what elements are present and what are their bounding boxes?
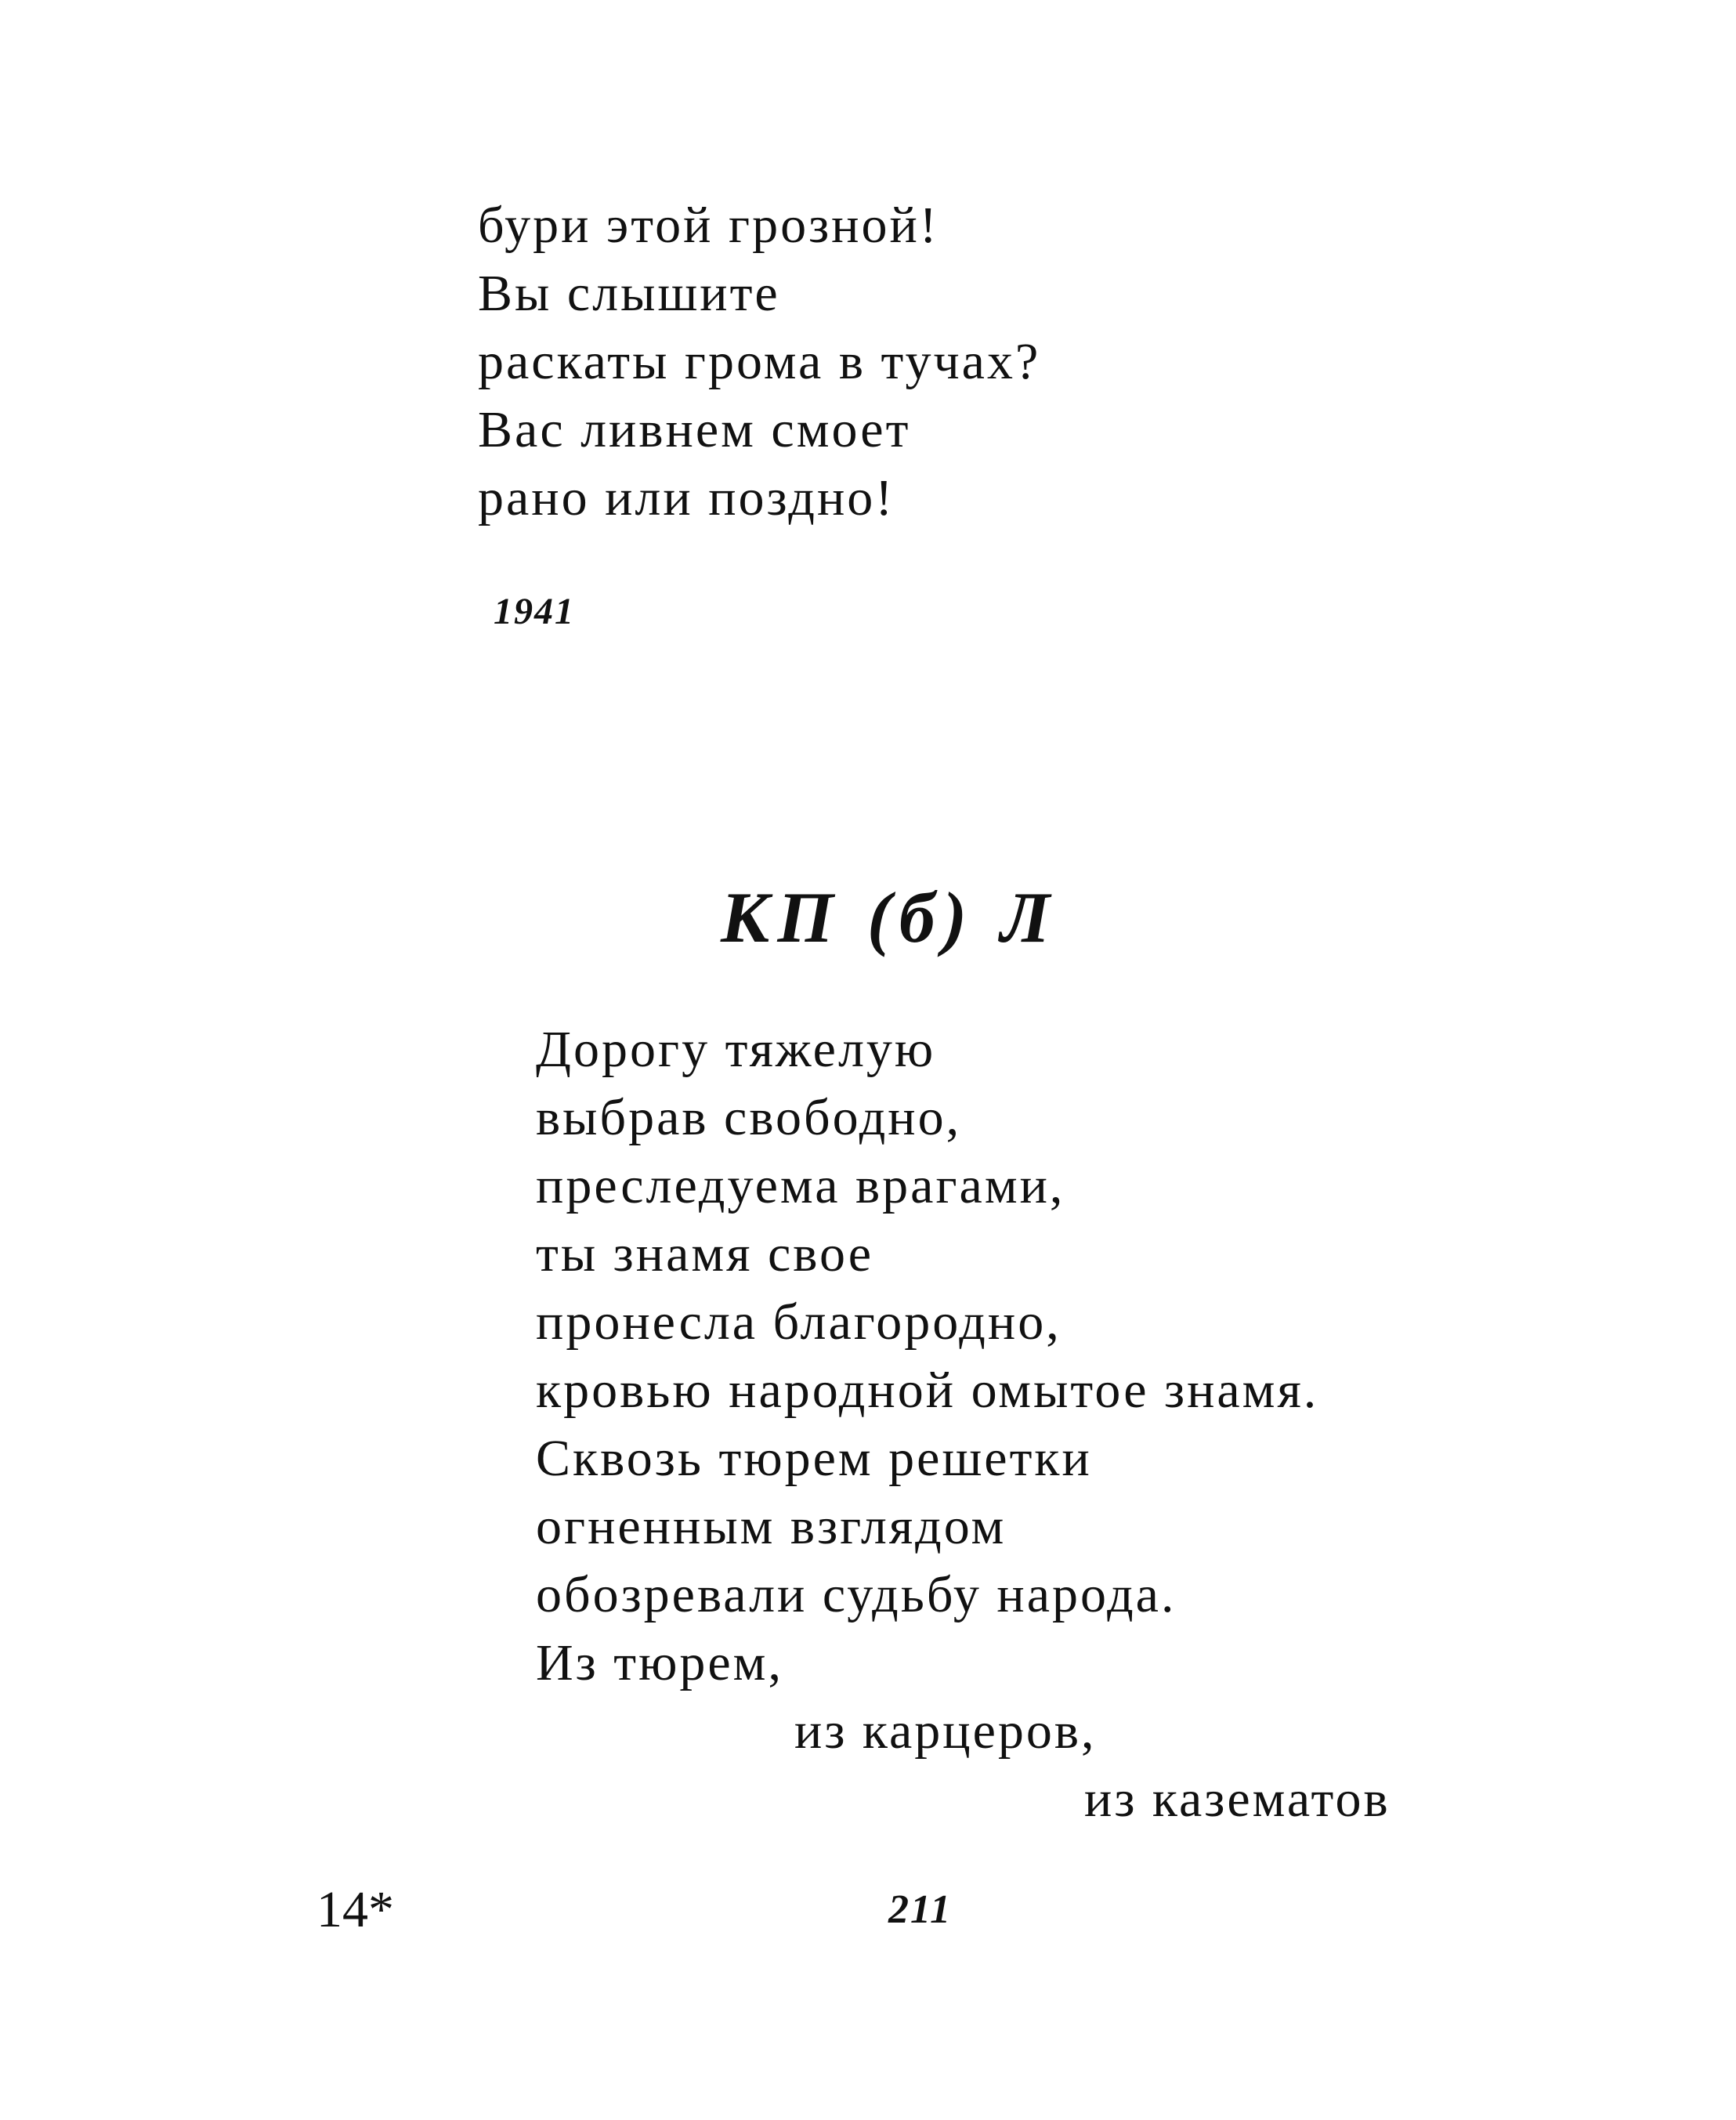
verse-line: огненным взглядом — [536, 1498, 1007, 1555]
verse-line: выбрав свободно, — [536, 1089, 962, 1146]
verse-line: из карцеров, — [794, 1702, 1097, 1760]
page-number: 211 — [888, 1887, 953, 1932]
verse-line: Вас ливнем смоет — [478, 401, 911, 458]
verse-line: из казематов — [1084, 1771, 1391, 1828]
verse-line: Дорогу тяжелую — [536, 1021, 936, 1078]
verse-line: ты знамя свое — [536, 1225, 874, 1282]
verse-line: обозревали судьбу народа. — [536, 1566, 1177, 1623]
verse-line: Сквозь тюрем решетки — [536, 1430, 1092, 1487]
poem-body — [536, 1015, 1391, 1833]
verse-line: Вы слышите — [478, 265, 780, 322]
verse-line: преследуема врагами, — [536, 1157, 1065, 1214]
verse-line: бури этой грозной! — [478, 197, 939, 254]
printer-signature-mark: 14* — [316, 1881, 394, 1938]
poem-title: КП (б) Л — [721, 877, 1058, 957]
verse-line: рано или поздно! — [478, 469, 895, 526]
poem-date: 1941 — [494, 591, 575, 632]
verse-line: Из тюрем, — [536, 1634, 783, 1691]
poem-fragment-top — [478, 191, 1040, 532]
verse-line: пронесла благородно, — [536, 1293, 1061, 1351]
verse-line: раскаты грома в тучах? — [478, 333, 1041, 390]
verse-line: кровью народной омытое знамя. — [536, 1362, 1319, 1419]
